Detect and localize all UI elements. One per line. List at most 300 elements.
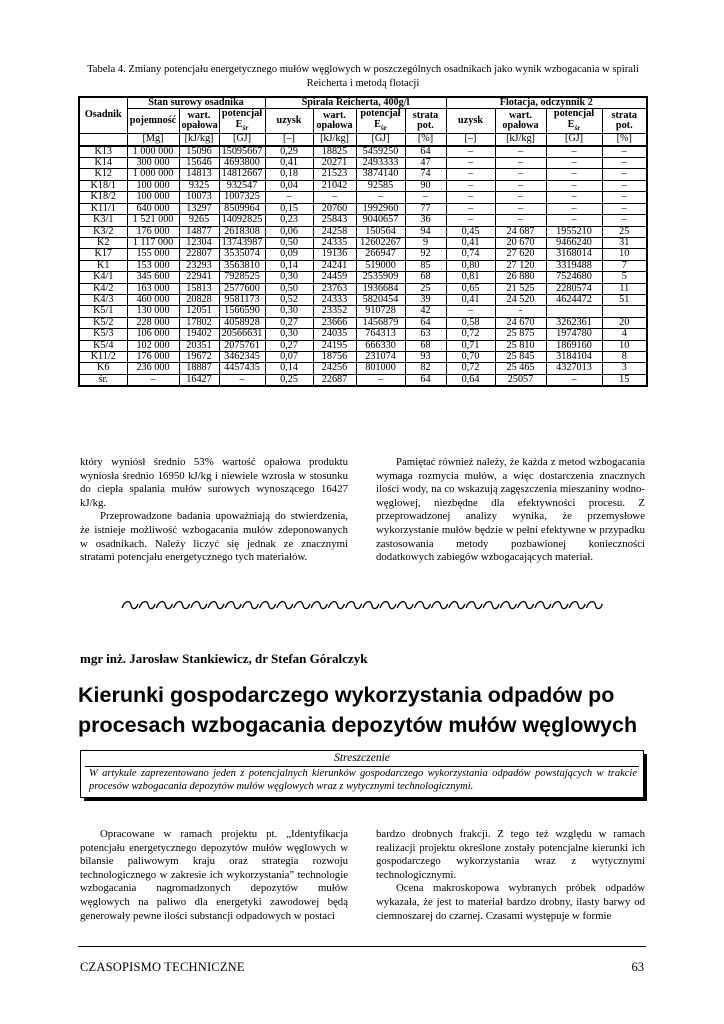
table-cell: 25843: [313, 215, 356, 226]
table-cell: [546, 306, 602, 317]
table-cell: 25057: [495, 374, 546, 386]
abstract-heading: Streszczenie: [334, 752, 390, 764]
table-cell: –: [446, 192, 495, 203]
table-cell: 22941: [179, 272, 219, 283]
table-cell: 23293: [179, 260, 219, 271]
ornament-swirl: [414, 602, 430, 609]
units-cell: [%]: [405, 134, 446, 146]
table-cell: 0,80: [446, 260, 495, 271]
table-cell: 0,70: [446, 351, 495, 362]
table-cell: –: [405, 192, 446, 203]
table-cell: –: [446, 146, 495, 158]
table-cell: 519000: [356, 260, 405, 271]
table-cell: 5820454: [356, 294, 405, 305]
units-cell: [GJ]: [356, 134, 405, 146]
page-number: 63: [631, 960, 644, 974]
ornament-swirl: [569, 602, 585, 609]
table-cell: 13297: [179, 203, 219, 214]
table-cell: 63: [405, 329, 446, 340]
decorative-ornament-divider: [118, 598, 606, 614]
table-cell: 345 600: [127, 272, 179, 283]
table-cell: 176 000: [127, 351, 179, 362]
table-cell: 4693800: [219, 158, 265, 169]
units-cell: [GJ]: [546, 134, 602, 146]
table-cell: 910728: [356, 306, 405, 317]
text-column-top-left: [80, 456, 348, 565]
table-row: [79, 249, 647, 260]
table-cell: 100 000: [127, 180, 179, 191]
table-cell: 94: [405, 226, 446, 237]
table-cell: 14877: [179, 226, 219, 237]
table-cell: 77: [405, 203, 446, 214]
table-cell: 25 810: [495, 340, 546, 351]
table-cell: 0,58: [446, 317, 495, 328]
table-cell: 74: [405, 169, 446, 180]
osadnik-cell: K18/2: [79, 192, 127, 203]
osadnik-cell: K2: [79, 237, 127, 248]
table-cell: 64: [405, 374, 446, 386]
ornament-swirl: [208, 602, 224, 609]
table-cell: 12602267: [356, 237, 405, 248]
units-row: [79, 134, 647, 146]
ornament-swirl: [552, 602, 568, 609]
table-row: [79, 363, 647, 374]
ornament-swirl: [139, 602, 155, 609]
abstract-box: [80, 750, 644, 798]
table-cell: 2075761: [219, 340, 265, 351]
table-cell: 85: [405, 260, 446, 271]
units-cell: [kJ/kg]: [313, 134, 356, 146]
table-cell: 0,41: [446, 237, 495, 248]
data-table: [78, 96, 648, 387]
table-cell: 90: [405, 180, 446, 191]
table-cell: 14092825: [219, 215, 265, 226]
header-wart-opalowa: wart. opałowa: [179, 109, 219, 134]
table-cell: 24241: [313, 260, 356, 271]
paragraph: Opracowane w ramach projektu pt. „Identyfikacja potencjału energetycznego depozytów mułów węglowych w bilansie paliwowym kraju oraz strategia rozwoju technologicznego w zakresie ich wykorzystania” technologie wzbogacania nagromadzonych depozytów mułów węglowych na paliwo dla energetyki zawodowej będą generowały pewne ilości substancji odpadowych w postaci: [80, 828, 348, 922]
table-cell: 666330: [356, 340, 405, 351]
table-cell: 1 000 000: [127, 169, 179, 180]
table-cell: 0,27: [265, 317, 313, 328]
table-cell: 0,06: [265, 226, 313, 237]
table-cell: 18756: [313, 351, 356, 362]
table-cell: 15096: [179, 146, 219, 158]
table-cell: 20566631: [219, 329, 265, 340]
ornament-swirl: [156, 602, 172, 609]
header-wart-opalowa: wart. opałowa: [495, 109, 546, 134]
table-cell: 0,41: [446, 294, 495, 305]
table-cell: 23352: [313, 306, 356, 317]
table-cell: –: [265, 192, 313, 203]
osadnik-cell: K13: [79, 146, 127, 158]
table-cell: 236 000: [127, 363, 179, 374]
table-cell: 20351: [179, 340, 219, 351]
table-row: [79, 272, 647, 283]
paragraph: Ocena makroskopowa wybranych próbek odpadów wykazała, że jest to materiał bardzo drobny, ilasty barwy od ciemnoszarej do czarnej. Czasami występuje w formie: [376, 882, 645, 922]
table-cell: 4327013: [546, 363, 602, 374]
table-cell: 8: [602, 351, 647, 362]
header-osadnik: Osadnik: [79, 97, 127, 134]
header-potencjal: potencjał $E_{śr}$: [356, 109, 405, 134]
table-row: [79, 192, 647, 203]
table-cell: 23666: [313, 317, 356, 328]
table-cell: 1955210: [546, 226, 602, 237]
ornament-swirl: [380, 602, 396, 609]
table-cell: 12304: [179, 237, 219, 248]
table-row: [79, 158, 647, 169]
table-cell: 0,30: [265, 306, 313, 317]
table-row: [79, 351, 647, 362]
table-cell: –: [495, 169, 546, 180]
table-cell: –: [495, 158, 546, 169]
paragraph: Pamiętać również należy, że każda z metod wzbogacania wymaga rozmycia mułów, a więc dostarczenia znacznych ilości wody, na co wskazują zagęszczenia mieszaniny wodno-węglowej, niezbędne dla efektywności procesu. Z przeprowadzonej analizy wynika, że przemysłowe wykorzystanie mułów będzie w pełni efektywne w przypadku zastosowania metody pozbawionej konieczności dodatkowych zabiegów wzbogacających materiał.: [376, 456, 645, 564]
table-cell: 36: [405, 215, 446, 226]
journal-name: CZASOPISMO TECHNICZNE: [80, 960, 245, 974]
table-cell: 0,41: [265, 158, 313, 169]
table-row: [79, 340, 647, 351]
table-cell: 2280574: [546, 283, 602, 294]
table-cell: –: [219, 374, 265, 386]
table-cell: 7: [602, 260, 647, 271]
table-cell: 24258: [313, 226, 356, 237]
table-cell: –: [546, 374, 602, 386]
osadnik-cell: K18/1: [79, 180, 127, 191]
table-cell: 0,15: [265, 203, 313, 214]
table-cell: 0,29: [265, 146, 313, 158]
units-cell: [79, 134, 127, 146]
osadnik-cell: K5/2: [79, 317, 127, 328]
table-cell: 21042: [313, 180, 356, 191]
ornament-swirl: [277, 602, 293, 609]
table-cell: 24035: [313, 329, 356, 340]
header-potencjal: potencjał $E_{śr}$: [219, 109, 265, 134]
table-cell: 231074: [356, 351, 405, 362]
table-cell: 102 000: [127, 340, 179, 351]
table-cell: 7524680: [546, 272, 602, 283]
osadnik-cell: K11/1: [79, 203, 127, 214]
table-cell: 24 670: [495, 317, 546, 328]
ornament-swirl: [397, 602, 413, 609]
table-cell: –: [602, 146, 647, 158]
table-cell: –: [495, 192, 546, 203]
table-cell: 26 880: [495, 272, 546, 283]
table-cell: –: [602, 203, 647, 214]
table-cell: 300 000: [127, 158, 179, 169]
table-cell: 31: [602, 237, 647, 248]
units-cell: [kJ/kg]: [179, 134, 219, 146]
table-cell: 15646: [179, 158, 219, 169]
table-cell: –: [495, 146, 546, 158]
table-cell: 228 000: [127, 317, 179, 328]
table-cell: 0,71: [446, 340, 495, 351]
table-cell: 20828: [179, 294, 219, 305]
table-cell: 106 000: [127, 329, 179, 340]
table-cell: 2618308: [219, 226, 265, 237]
table-cell: 0,23: [265, 215, 313, 226]
table-cell: 17802: [179, 317, 219, 328]
table-cell: 0,74: [446, 249, 495, 260]
table-cell: 82: [405, 363, 446, 374]
table-cell: 0,07: [265, 351, 313, 362]
table-cell: –: [546, 215, 602, 226]
table-row: [79, 146, 647, 158]
table-cell: –: [602, 215, 647, 226]
table-cell: 0,64: [446, 374, 495, 386]
table-row: [79, 306, 647, 317]
table-cell: 22687: [313, 374, 356, 386]
osadnik-cell: K17: [79, 249, 127, 260]
table-cell: 0,14: [265, 363, 313, 374]
units-cell: [GJ]: [219, 134, 265, 146]
table-cell: 47: [405, 158, 446, 169]
header-wart-opalowa: wart. opałowa: [313, 109, 356, 134]
ornament-swirl: [328, 602, 344, 609]
table-cell: [602, 306, 647, 317]
table-cell: 16427: [179, 374, 219, 386]
abstract-body: W artykule zaprezentowano jeden z potencjalnych kierunków gospodarczego wykorzystania odpadów powstających w trakcie procesów wzbogacania depozytów mułów węglowych wraz z wytycznymi technologicznymi.: [89, 768, 637, 792]
table-cell: 1456879: [356, 317, 405, 328]
header-potencjal: potencjał $E_{śr}$: [546, 109, 602, 134]
table-cell: 15095667: [219, 146, 265, 158]
table-cell: 2577600: [219, 283, 265, 294]
table-row: [79, 226, 647, 237]
table-cell: 1 000 000: [127, 146, 179, 158]
table-cell: 21 525: [495, 283, 546, 294]
table-cell: 266947: [356, 249, 405, 260]
article-authors: mgr inż. Jarosław Stankiewicz, dr Stefan Góralczyk: [80, 651, 368, 666]
osadnik-cell: K5/4: [79, 340, 127, 351]
table-cell: 9: [405, 237, 446, 248]
table-cell: 4: [602, 329, 647, 340]
table-cell: 150564: [356, 226, 405, 237]
table-cell: 5: [602, 272, 647, 283]
table-cell: 1566590: [219, 306, 265, 317]
table-cell: 4058928: [219, 317, 265, 328]
table-cell: 64: [405, 317, 446, 328]
table-cell: 14812667: [219, 169, 265, 180]
ornament-swirl: [466, 602, 482, 609]
text-column-top-right: [376, 456, 645, 565]
osadnik-cell: K1: [79, 260, 127, 271]
table-cell: 932547: [219, 180, 265, 191]
table-cell: 460 000: [127, 294, 179, 305]
table-cell: 1974780: [546, 329, 602, 340]
table-cell: 39: [405, 294, 446, 305]
table-cell: –: [495, 180, 546, 191]
table-row: [79, 237, 647, 248]
table-cell: 11: [602, 283, 647, 294]
table-cell: 18887: [179, 363, 219, 374]
table-cell: 0,30: [265, 272, 313, 283]
table-cell: 9325: [179, 180, 219, 191]
table-cell: 25: [602, 226, 647, 237]
table-cell: 7928525: [219, 272, 265, 283]
table-cell: 51: [602, 294, 647, 305]
table-cell: 0,50: [265, 237, 313, 248]
table-cell: 92585: [356, 180, 405, 191]
table-cell: –: [546, 146, 602, 158]
table-cell: 12051: [179, 306, 219, 317]
table-cell: 801000: [356, 363, 405, 374]
units-cell: [kJ/kg]: [495, 134, 546, 146]
table-row: [79, 374, 647, 386]
ornament-swirl: [346, 602, 362, 609]
table-cell: 2493333: [356, 158, 405, 169]
table-cell: –: [495, 215, 546, 226]
table-cell: –: [602, 180, 647, 191]
table-cell: –: [546, 158, 602, 169]
header-strata-pot: strata pot.: [405, 109, 446, 134]
table-cell: 24256: [313, 363, 356, 374]
table-cell: –: [495, 203, 546, 214]
table-cell: 10073: [179, 192, 219, 203]
table-caption: Tabela 4. Zmiany potencjału energetycznego mułów węglowych w poszczególnych osadnikach jako wynik wzbogacania w spirali Reicherta i metodą flotacji: [87, 64, 639, 89]
table-row: [79, 317, 647, 328]
table-cell: 18825: [313, 146, 356, 158]
table-cell: 640 000: [127, 203, 179, 214]
header-group-flotation: Flotacja, odczynnik 2: [446, 97, 647, 109]
ornament-swirl: [432, 602, 448, 609]
table-cell: –: [446, 306, 495, 317]
table-row: [79, 215, 647, 226]
table-cell: 93: [405, 351, 446, 362]
table-cell: 0,45: [446, 226, 495, 237]
table-cell: 25: [405, 283, 446, 294]
ornament-swirl: [294, 602, 310, 609]
table-cell: 21523: [313, 169, 356, 180]
table-cell: 19672: [179, 351, 219, 362]
paragraph: który wyniósł średnio 53% wartość opałowa produktu wyniosła średnio 16950 kJ/kg i niewiele wzrosła w stosunku do ciepła spalania mułów surowych wynoszącego 16427 kJ/kg.: [80, 456, 348, 509]
table-cell: 19136: [313, 249, 356, 260]
table-cell: 5459250: [356, 146, 405, 158]
table-cell: 15813: [179, 283, 219, 294]
table-cell: 3874140: [356, 169, 405, 180]
table-cell: 14813: [179, 169, 219, 180]
table-cell: –: [356, 374, 405, 386]
table-cell: 0,25: [265, 374, 313, 386]
table-cell: 4624472: [546, 294, 602, 305]
ornament-swirl: [225, 602, 241, 609]
table-cell: 0,50: [265, 283, 313, 294]
table-cell: 0,30: [265, 329, 313, 340]
table-cell: 163 000: [127, 283, 179, 294]
table-row: [79, 169, 647, 180]
paragraph: bardzo drobnych frakcji. Z tego też względu w ramach realizacji projektu określone zostały potencjalne kierunki ich gospodarczego wykorzystania wraz z wytycznymi technologicznymi.: [376, 828, 645, 881]
table-cell: 19402: [179, 329, 219, 340]
table-cell: 0,09: [265, 249, 313, 260]
table-cell: –: [446, 169, 495, 180]
table-cell: –: [546, 192, 602, 203]
table-cell: 1992960: [356, 203, 405, 214]
table-cell: –: [446, 203, 495, 214]
table-row: [79, 283, 647, 294]
table-cell: 1007325: [219, 192, 265, 203]
table-cell: –: [356, 192, 405, 203]
table-cell: 25 845: [495, 351, 546, 362]
osadnik-cell: K6: [79, 363, 127, 374]
table-cell: 0,18: [265, 169, 313, 180]
header-uzysk: uzysk: [265, 109, 313, 134]
header-strata-pot: strata pot.: [602, 109, 647, 134]
osadnik-cell: K3/2: [79, 226, 127, 237]
table-cell: 153 000: [127, 260, 179, 271]
osadnik-cell: K5/3: [79, 329, 127, 340]
table-cell: –: [446, 180, 495, 191]
table-cell: 22807: [179, 249, 219, 260]
header-group-raw: Stan surowy osadnika: [127, 97, 265, 109]
table-cell: 13743987: [219, 237, 265, 248]
ornament-swirl: [363, 602, 379, 609]
table-cell: 9040657: [356, 215, 405, 226]
table-cell: 3319488: [546, 260, 602, 271]
table-cell: –: [602, 169, 647, 180]
table-cell: –: [446, 158, 495, 169]
table-cell: 4457435: [219, 363, 265, 374]
table-row: [79, 329, 647, 340]
table-cell: 3563810: [219, 260, 265, 271]
table-cell: 42: [405, 306, 446, 317]
abstract-divider: [85, 766, 639, 767]
table-cell: –: [546, 169, 602, 180]
table-cell: 25 465: [495, 363, 546, 374]
table-cell: 0,81: [446, 272, 495, 283]
osadnik-cell: K11/2: [79, 351, 127, 362]
table-cell: 8509964: [219, 203, 265, 214]
ornament-swirl: [586, 602, 602, 609]
ornament-swirl: [260, 602, 276, 609]
table-row: [79, 203, 647, 214]
table-cell: 20271: [313, 158, 356, 169]
table-cell: 20: [602, 317, 647, 328]
table-cell: 10: [602, 249, 647, 260]
ornament-swirl: [449, 602, 465, 609]
osadnik-cell: K12: [79, 169, 127, 180]
table-cell: 1936684: [356, 283, 405, 294]
ornament-swirl: [311, 602, 327, 609]
text-column-bottom-left: [80, 828, 348, 923]
table-cell: 20 670: [495, 237, 546, 248]
table-cell: 0,65: [446, 283, 495, 294]
table-cell: 3168014: [546, 249, 602, 260]
osadnik-cell: K3/1: [79, 215, 127, 226]
table-cell: –: [602, 158, 647, 169]
ornament-swirl: [242, 602, 258, 609]
table-cell: 155 000: [127, 249, 179, 260]
table-cell: 0,14: [265, 260, 313, 271]
table-cell: –: [546, 203, 602, 214]
header-uzysk: uzysk: [446, 109, 495, 134]
ornament-swirl: [483, 602, 499, 609]
osadnik-cell: K4/2: [79, 283, 127, 294]
header-pojemnosc: pojemność: [127, 109, 179, 134]
table-cell: 15: [602, 374, 647, 386]
table-row: [79, 260, 647, 271]
table-cell: 176 000: [127, 226, 179, 237]
table-cell: 0,04: [265, 180, 313, 191]
header-group-spiral: Spirala Reicherta, 400g/l: [265, 97, 446, 109]
table-cell: 3462345: [219, 351, 265, 362]
osadnik-cell: K4/1: [79, 272, 127, 283]
table-cell: 130 000: [127, 306, 179, 317]
table-cell: 24333: [313, 294, 356, 305]
ornament-swirl: [500, 602, 516, 609]
table-cell: 9581173: [219, 294, 265, 305]
table-cell: –: [313, 192, 356, 203]
ornament-swirl: [191, 602, 207, 609]
table-cell: 64: [405, 146, 446, 158]
ornament-swirl: [535, 602, 551, 609]
table-cell: 27 120: [495, 260, 546, 271]
